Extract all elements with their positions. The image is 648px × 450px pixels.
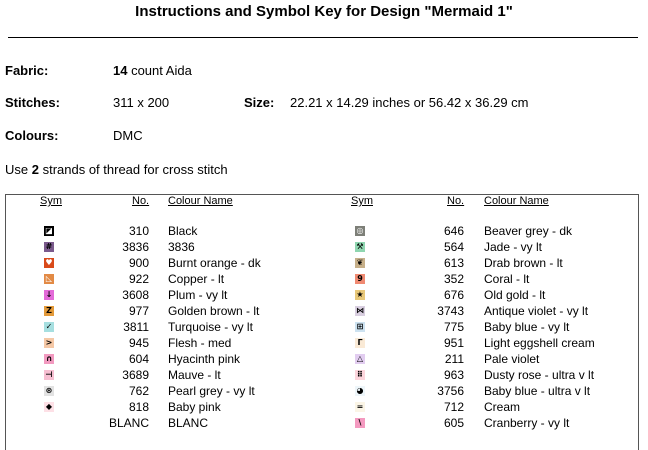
colour-number: 3743 bbox=[437, 304, 464, 318]
colour-number: 646 bbox=[443, 224, 464, 238]
fabric-count: 14 bbox=[113, 63, 128, 78]
down-arrow-icon: ↓ bbox=[45, 290, 53, 299]
bowtie-icon: ⋈ bbox=[356, 306, 364, 315]
left-sym-header: Sym bbox=[40, 195, 62, 207]
colour-name: Beaver grey - dk bbox=[484, 224, 573, 238]
colour-name: Copper - lt bbox=[168, 272, 225, 286]
star-icon: ★ bbox=[356, 290, 364, 299]
right-name-header: Colour Name bbox=[484, 195, 549, 207]
dots-icon: ⠿ bbox=[356, 370, 364, 379]
stitches-label: Stitches: bbox=[5, 95, 60, 110]
check-icon: ✓ bbox=[45, 322, 53, 331]
colour-number: 775 bbox=[443, 320, 464, 334]
fabric-label: Fabric: bbox=[5, 63, 49, 78]
greater-than-icon: > bbox=[45, 338, 53, 347]
colour-number: 818 bbox=[128, 400, 149, 414]
size-value: 22.21 x 14.29 inches or 56.42 x 36.29 cm bbox=[290, 95, 529, 110]
colour-number: 3811 bbox=[123, 320, 149, 334]
colour-number: 712 bbox=[443, 400, 464, 414]
colour-name: Golden brown - lt bbox=[168, 304, 260, 318]
thread-instruction bbox=[5, 162, 228, 177]
colour-name: Mauve - lt bbox=[168, 368, 221, 382]
colours-value: DMC bbox=[113, 128, 143, 143]
circle-dot-icon: ◕ bbox=[356, 386, 364, 395]
note-post: strands of thread for cross stitch bbox=[38, 162, 228, 177]
colour-name: Light eggshell cream bbox=[484, 336, 595, 350]
note-pre: Use bbox=[5, 162, 32, 177]
colour-name: Dusty rose - ultra v lt bbox=[484, 368, 595, 382]
colour-number: 3608 bbox=[122, 288, 149, 302]
left-name-header: Colour Name bbox=[168, 195, 233, 207]
right-no-header: No. bbox=[447, 195, 465, 207]
colour-number: 564 bbox=[443, 240, 464, 254]
colour-name: Baby blue - vy lt bbox=[484, 320, 570, 334]
colour-number: 3689 bbox=[122, 368, 149, 382]
colour-name: Cream bbox=[484, 400, 521, 414]
colour-name: Pale violet bbox=[484, 352, 540, 366]
left-no-header: No. bbox=[132, 195, 150, 207]
colour-name: Coral - lt bbox=[484, 272, 530, 286]
colour-name: BLANC bbox=[168, 416, 209, 430]
leaf-icon: ❦ bbox=[356, 258, 364, 267]
colour-number: 951 bbox=[443, 336, 464, 350]
colour-number: 922 bbox=[128, 272, 149, 286]
colour-name: 3836 bbox=[168, 240, 195, 254]
corner-icon: ◺ bbox=[45, 274, 53, 283]
colour-number: 605 bbox=[443, 416, 464, 430]
letter-z-icon: Z bbox=[44, 306, 54, 316]
colour-name: Burnt orange - dk bbox=[168, 256, 261, 270]
equals-icon: = bbox=[356, 402, 364, 411]
arch-icon: ∩ bbox=[45, 354, 53, 363]
fabric-type: count Aida bbox=[127, 63, 192, 78]
colour-number: BLANC bbox=[108, 416, 149, 430]
colour-name: Plum - vy lt bbox=[168, 288, 228, 302]
colour-name: Pearl grey - vy lt bbox=[168, 384, 255, 398]
hammer-icon: ⚒ bbox=[356, 242, 364, 251]
colour-number: 963 bbox=[443, 368, 464, 382]
colour-number: 762 bbox=[128, 384, 149, 398]
spiral-icon: ⊛ bbox=[45, 386, 53, 395]
colour-name: Flesh - med bbox=[168, 336, 232, 350]
colour-name: Old gold - lt bbox=[484, 288, 546, 302]
diamond-icon: ◆ bbox=[45, 402, 53, 411]
stitches-value: 311 x 200 bbox=[113, 95, 170, 110]
gamma-icon: Γ bbox=[355, 338, 365, 348]
colour-number: 613 bbox=[443, 256, 464, 270]
colour-number: 900 bbox=[128, 256, 149, 270]
colour-name: Jade - vy lt bbox=[484, 240, 543, 254]
colour-name: Cranberry - vy lt bbox=[484, 416, 570, 430]
colour-number: 3756 bbox=[437, 384, 464, 398]
heart-icon: ♥ bbox=[45, 258, 53, 267]
colour-number: 604 bbox=[128, 352, 149, 366]
colour-name: Hyacinth pink bbox=[168, 352, 241, 366]
colour-number: 977 bbox=[128, 304, 149, 318]
nine-icon: 9 bbox=[355, 274, 365, 284]
strand-count: 2 bbox=[31, 162, 39, 177]
tack-icon: ⊣ bbox=[45, 370, 53, 379]
grid-icon: ⊞ bbox=[356, 322, 364, 331]
colour-name: Black bbox=[168, 224, 198, 238]
colour-name: Antique violet - vy lt bbox=[484, 304, 589, 318]
colour-name: Baby blue - ultra v lt bbox=[484, 384, 591, 398]
square-diagonal-icon: ◪ bbox=[45, 226, 53, 235]
colour-number: 211 bbox=[444, 352, 464, 366]
colour-number: 352 bbox=[443, 272, 464, 286]
right-sym-header: Sym bbox=[351, 195, 373, 207]
target-icon: ◎ bbox=[356, 226, 364, 235]
colour-number: 945 bbox=[128, 336, 149, 350]
hash-icon: # bbox=[45, 242, 53, 251]
backslash-icon: \ bbox=[355, 418, 365, 428]
fabric-value bbox=[113, 63, 192, 78]
title-divider bbox=[8, 37, 638, 38]
page-title: Instructions and Symbol Key for Design "Mermaid 1" bbox=[135, 3, 513, 20]
colour-number: 676 bbox=[443, 288, 464, 302]
colour-number: 310 bbox=[128, 224, 149, 238]
triangle-icon: △ bbox=[356, 354, 364, 363]
size-label: Size: bbox=[244, 95, 275, 110]
colour-name: Turquoise - vy lt bbox=[168, 320, 253, 334]
colours-label: Colours: bbox=[5, 128, 59, 143]
colour-name: Drab brown - lt bbox=[484, 256, 563, 270]
colour-number: 3836 bbox=[122, 240, 149, 254]
colour-name: Baby pink bbox=[168, 400, 221, 414]
